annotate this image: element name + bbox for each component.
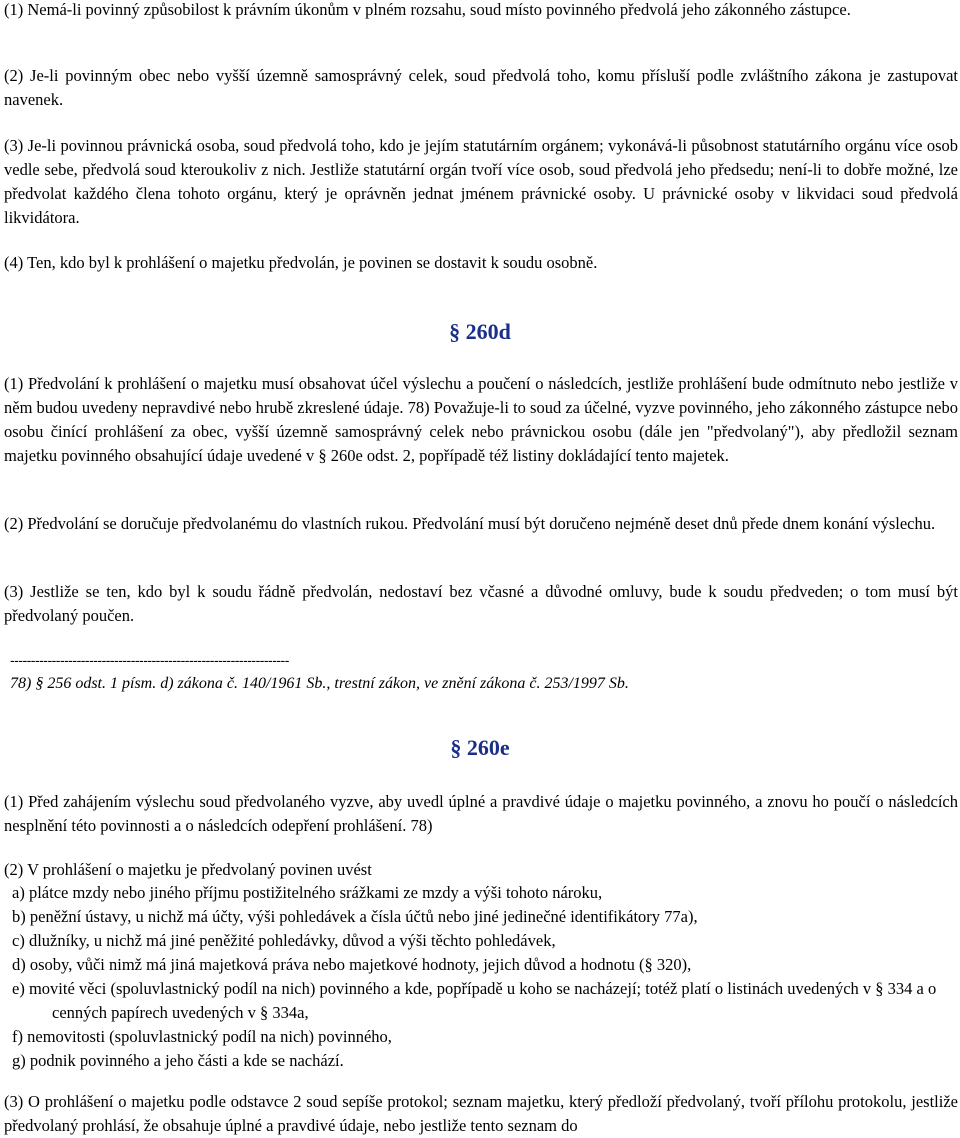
paragraph-260d-2: (2) Předvolání se doručuje předvolanému do vlastních rukou. Předvolání musí být doručeno nejméně deset dnů přede dnem konání výslechu. [4,514,936,533]
list-item-text: plátce mzdy nebo jiného příjmu postižitelného srážkami ze mzdy a výši tohoto nároku, [24,883,603,902]
list-item-label: b) [12,907,26,926]
list-item [12,953,958,977]
list-item-text: peněžní ústavy, u nichž má účty, výši pohledávek a čísla účtů nebo jiné jedinečné identifikátory 77a), [25,907,698,926]
paragraph-1: (1) Nemá-li povinný způsobilost k právním úkonům v plném rozsahu, soud místo povinného předvolá jeho zákonného zástupce. [4,0,851,19]
enumeration-list [12,881,958,1073]
list-item-label: g) [12,1051,26,1070]
list-item [12,1049,958,1073]
list-item-label: a) [12,883,25,902]
list-item [12,881,958,905]
paragraph-260e-1: (1) Před zahájením výslechu soud předvolaného vyzve, aby uvedl úplné a pravdivé údaje o majetku povinného, a znovu ho poučí o následcích nesplnění této povinnosti a o následcích odepření prohlášení. 78) [4,792,958,835]
list-item [12,929,958,953]
list-item [12,1025,958,1049]
footnote: 78) § 256 odst. 1 písm. d) zákona č. 140/1961 Sb., trestní zákon, ve znění zákona č. 253/1997 Sb. [10,675,629,692]
section-heading-260e: § 260e [450,735,510,760]
paragraph-260d-3: (3) Jestliže se ten, kdo byl k soudu řádně předvolán, nedostaví bez včasné a důvodné omluvy, bude k soudu předveden; o tom musí být předvolaný poučen. [4,582,958,625]
list-item [12,905,958,929]
paragraph-4: (4) Ten, kdo byl k prohlášení o majetku předvolán, je povinen se dostavit k soudu osobně. [4,253,598,272]
section-heading-260d: § 260d [449,319,511,344]
list-item-text: podnik povinného a jeho části a kde se nachází. [25,1051,344,1070]
paragraph-260d-1: (1) Předvolání k prohlášení o majetku musí obsahovat účel výslechu a poučení o následcích, jestliže prohlášení bude odmítnuto nebo jestliže v něm budou uvedeny nepravdivé nebo hrubě zkreslené údaje. 78) Považuje-li to soud za účelné, vyzve povinného, jeho zákonného zástupce nebo osobu činící prohlášení za obec, vyšší územně samosprávný celek nebo právnickou osobu (dále jen "předvolaný"), aby předložil seznam majetku povinného obsahující údaje uvedené v § 260e odst. 2, popřípadě též listiny dokládající tento majetek. [4,374,958,465]
footnote-separator: ------------------------------------------------------------------- [10,652,289,668]
paragraph-3: (3) Je-li povinnou právnická osoba, soud předvolá toho, kdo je jejím statutárním orgánem; vykonává-li působnost statutárního orgánu více osob vedle sebe, předvolá soud kteroukoliv z nich. Jestliže statutární orgán tvoří více osob, soud předvolá jeho předsedu; není-li to dobře možné, lze předvolat každého člena tohoto orgánu, který je oprávněn jednat jménem právnické osoby. U právnické osoby v likvidaci soud předvolá likvidátora. [4,136,958,227]
paragraph-2: (2) Je-li povinným obec nebo vyšší územně samosprávný celek, soud předvolá toho, komu přísluší podle zvláštního zákona je zastupovat navenek. [4,66,958,109]
list-item-label: e) [12,979,25,998]
paragraph-260e-3: (3) O prohlášení o majetku podle odstavce 2 soud sepíše protokol; seznam majetku, který předloží předvolaný, tvoří přílohu protokolu, jestliže předvolaný prohlásí, že obsahuje úplné a pravdivé údaje, nebo jestliže tento seznam do [4,1092,958,1135]
list-item-text: osoby, vůči nimž má jiná majetková práva nebo majetkové hodnoty, jejich důvod a hodnotu (§ 320), [25,955,692,974]
list-item-label: f) [12,1027,23,1046]
list-item-text: nemovitosti (spoluvlastnický podíl na nich) povinného, [23,1027,392,1046]
list-item [12,977,958,1025]
paragraph-260e-2: (2) V prohlášení o majetku je předvolaný povinen uvést [4,860,372,879]
list-item-text: dlužníky, u nichž má jiné peněžité pohledávky, důvod a výši těchto pohledávek, [24,931,556,950]
list-item-text: movité věci (spoluvlastnický podíl na nich) povinného a kde, popřípadě u koho se nacházejí; totéž platí o listinách uvedených v § 334 a o cenných papírech uvedených v § 334a, [24,979,937,1022]
list-item-label: c) [12,931,25,950]
list-item-label: d) [12,955,26,974]
